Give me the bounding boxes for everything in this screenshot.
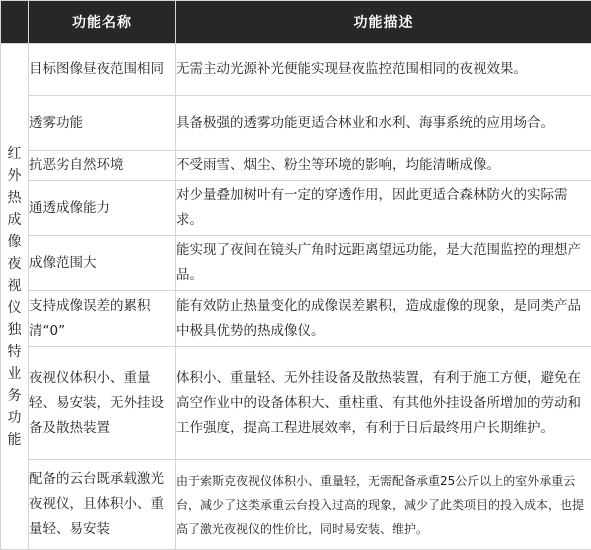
group-label: 红外热成像夜视仪独特业务功能 — [8, 143, 22, 451]
table-row — [1, 181, 591, 236]
group-label-cell — [1, 44, 29, 550]
table-header-row — [1, 1, 591, 44]
function-name: 夜视仪体积小、重量轻、易安装，无外挂设备及散热装置 — [29, 347, 176, 460]
function-desc: 能有效防止热量变化的成像误差累积，造成虚像的现象，是同类产品中极具优势的热成像仪。 — [176, 291, 591, 347]
function-name: 透雾功能 — [29, 96, 176, 151]
function-name: 成像范围大 — [29, 236, 176, 291]
table-row — [1, 236, 591, 291]
function-desc: 由于索斯克夜视仪体积小、重量轻，无需配备承重25公斤以上的室外承重云台，减少了这类承重云台投入过高的现象，减少了此类项目的投入成本，也提高了激光夜视仪的性价比，同时易安装、维护。 — [176, 460, 591, 550]
table-row — [1, 151, 591, 181]
function-desc: 不受雨雪、烟尘、粉尘等环境的影响，均能清晰成像。 — [176, 151, 591, 181]
function-name: 目标图像昼夜范围相同 — [29, 44, 176, 96]
header-blank-cell — [1, 1, 29, 44]
function-name: 配备的云台既承载激光夜视仪，且体积小、重量轻、易安装 — [29, 460, 176, 550]
table-row — [1, 44, 591, 96]
table-row — [1, 291, 591, 347]
function-desc: 体积小、重量轻、无外挂设备及散热装置，有利于施工方便，避免在高空作业中的设备体积大、重柱重、有其他外挂设备所增加的劳动和工作强度，提高工程进展效率，有利于日后最终用户长期维护。 — [176, 347, 591, 460]
function-desc: 能实现了夜间在镜头广角时远距离望远功能，是大范围监控的理想产品。 — [176, 236, 591, 291]
function-desc: 具备极强的透雾功能更适合林业和水利、海事系统的应用场合。 — [176, 96, 591, 151]
function-name: 通透成像能力 — [29, 181, 176, 236]
header-function-desc: 功能描述 — [176, 1, 591, 44]
function-name: 支持成像误差的累积清“0” — [29, 291, 176, 347]
table-row — [1, 347, 591, 460]
function-name: 抗恶劣自然环境 — [29, 151, 176, 181]
function-desc: 对少量叠加树叶有一定的穿透作用，因此更适合森林防火的实际需求。 — [176, 181, 591, 236]
function-desc: 无需主动光源补光便能实现昼夜监控范围相同的夜视效果。 — [176, 44, 591, 96]
table-row — [1, 96, 591, 151]
header-function-name: 功能名称 — [29, 1, 176, 44]
table-row — [1, 460, 591, 550]
